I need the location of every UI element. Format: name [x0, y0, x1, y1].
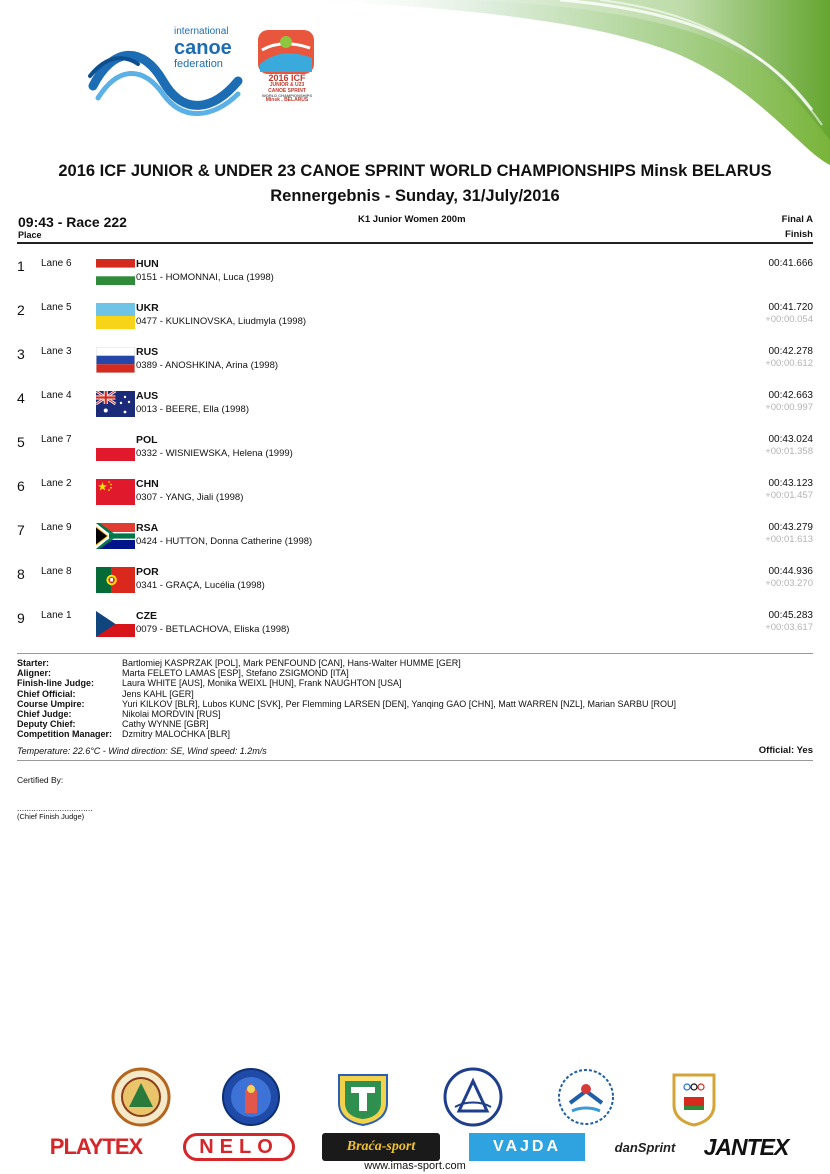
- result-row: [0, 426, 830, 470]
- sponsor-braca-sport: [322, 1133, 440, 1161]
- lane-label: Lane 1: [41, 610, 72, 621]
- event-logo-line-5: Minsk , BELARUS: [265, 97, 309, 104]
- header-divider: [17, 242, 813, 244]
- icf-line-1: international: [174, 26, 229, 37]
- rus-flag-icon: [96, 347, 135, 373]
- pol-flag-icon: [96, 435, 135, 461]
- race-event-name: K1 Junior Women 200m: [358, 214, 466, 225]
- athlete-name: 0341 - GRAÇA, Lucélia (1998): [136, 580, 265, 591]
- aus-flag-icon: [96, 391, 135, 417]
- official-row: [17, 709, 676, 719]
- officials-list: [17, 658, 676, 740]
- lane-label: Lane 2: [41, 478, 72, 489]
- sponsor-jantex: [700, 1133, 792, 1161]
- place-number: 9: [17, 610, 25, 626]
- country-code: UKR: [136, 302, 159, 314]
- weather-info: Temperature: 22.6°C - Wind direction: SE, Wind speed: 1.2m/s: [17, 746, 267, 756]
- country-code: HUN: [136, 258, 159, 270]
- finish-time: 00:41.666: [768, 258, 813, 269]
- official-row: [17, 729, 676, 739]
- hun-flag-icon: [96, 259, 135, 285]
- official-row: [17, 689, 676, 699]
- federation-seal-3-icon: [333, 1067, 393, 1127]
- result-row: [0, 338, 830, 382]
- time-difference: +00:03.617: [765, 622, 813, 633]
- country-code: CHN: [136, 478, 159, 490]
- time-difference: +00:01.457: [765, 490, 813, 501]
- country-code: POL: [136, 434, 158, 446]
- athlete-name: 0424 - HUTTON, Donna Catherine (1998): [136, 536, 313, 547]
- result-row: [0, 250, 830, 294]
- official-role: Chief Official:: [17, 688, 76, 699]
- lane-label: Lane 7: [41, 434, 72, 445]
- sponsor-playtex-label: PLAYTEX: [49, 1134, 143, 1159]
- place-number: 4: [17, 390, 25, 406]
- sponsor-playtex: [37, 1133, 155, 1161]
- event-logo-line-2: JUNIOR & U23: [269, 82, 305, 89]
- athlete-name: 0307 - YANG, Jiali (1998): [136, 492, 244, 503]
- country-code: RUS: [136, 346, 159, 358]
- official-role: Starter:: [17, 658, 50, 668]
- website-link[interactable]: www.imas-sport.com: [364, 1160, 466, 1172]
- official-role: Finish-line Judge:: [17, 678, 95, 689]
- sponsor-braca-sport-label: Braća-sport: [346, 1139, 416, 1154]
- signature-role: (Chief Finish Judge): [17, 812, 85, 821]
- sponsor-dansprint-label: danSprint: [614, 1139, 676, 1155]
- event-logo-line-3: CANOE SPRINT: [268, 87, 306, 94]
- chn-flag-icon: [96, 479, 135, 505]
- document-title: 2016 ICF JUNIOR & UNDER 23 CANOE SPRINT WORLD CHAMPIONSHIPS Minsk BELARUS: [58, 162, 772, 180]
- footer-divider: [17, 760, 813, 761]
- result-row: [0, 558, 830, 602]
- official-row: [17, 678, 676, 688]
- finish-time: 00:41.720: [768, 302, 813, 313]
- finish-time: 00:43.279: [768, 522, 813, 533]
- sponsor-vajda: [469, 1133, 585, 1161]
- place-column-header: Place: [18, 230, 42, 240]
- place-number: 7: [17, 522, 25, 538]
- official-role: Course Umpire:: [17, 698, 85, 709]
- event-logo-line-4: WORLD CHAMPIONSHIPS: [262, 92, 312, 98]
- ukr-flag-icon: [96, 303, 135, 329]
- official-names: Dzmitry MALOCHKA [BLR]: [122, 729, 231, 740]
- athlete-name: 0332 - WISNIEWSKA, Helena (1999): [136, 448, 293, 459]
- federation-seal-1-icon: [111, 1067, 171, 1127]
- official-names: Jens KAHL [GER]: [122, 688, 194, 699]
- time-difference: +00:00.054: [765, 314, 813, 325]
- finish-column-header: Finish: [785, 229, 813, 240]
- federation-seal-4-icon: [443, 1067, 503, 1127]
- lane-label: Lane 8: [41, 566, 72, 577]
- place-number: 3: [17, 346, 25, 362]
- lane-label: Lane 4: [41, 390, 72, 401]
- place-number: 6: [17, 478, 25, 494]
- official-row: [17, 719, 676, 729]
- finish-time: 00:45.283: [768, 610, 813, 621]
- time-difference: +00:03.270: [765, 578, 813, 589]
- sponsor-nelo: [183, 1133, 295, 1161]
- sponsor-jantex-label: JANTEX: [703, 1133, 789, 1160]
- time-difference: +00:01.613: [765, 534, 813, 545]
- sponsor-nelo-label: NELO: [199, 1135, 279, 1158]
- place-number: 2: [17, 302, 25, 318]
- federation-seal-6-icon: [664, 1067, 724, 1127]
- official-names: Marta FELETO LAMAS [ESP], Stefano ZSIGMOND [ITA]: [122, 668, 349, 679]
- lane-label: Lane 3: [41, 346, 72, 357]
- official-names: Yuri KILKOV [BLR], Lubos KUNC [SVK], Per Flemming LARSEN [DEN], Yanqing GAO [CHN], Matt WARREN [NZL], Marian SARBU [ROU]: [122, 698, 676, 709]
- results-divider: [17, 653, 813, 654]
- federation-seal-5-icon: [556, 1067, 616, 1127]
- finish-time: 00:43.123: [768, 478, 813, 489]
- official-role: Competition Manager:: [17, 729, 113, 740]
- championship-logo-text: [258, 74, 316, 103]
- lane-label: Lane 9: [41, 522, 72, 533]
- lane-label: Lane 5: [41, 302, 72, 313]
- time-difference: +00:00.997: [765, 402, 813, 413]
- federation-seal-2-icon: [221, 1067, 281, 1127]
- athlete-name: 0389 - ANOSHKINA, Arina (1998): [136, 360, 279, 371]
- icf-wordmark: [174, 27, 232, 70]
- official-names: Bartlomiej KASPRZAK [POL], Mark PENFOUND [CAN], Hans-Walter HUMME [GER]: [122, 658, 461, 668]
- athlete-name: 0079 - BETLACHOVA, Eliska (1998): [136, 624, 290, 635]
- official-names: Cathy WYNNE [GBR]: [122, 719, 209, 730]
- page-header: [0, 0, 830, 160]
- finish-time: 00:44.936: [768, 566, 813, 577]
- race-time-label: 09:43 - Race 222: [18, 214, 127, 230]
- country-code: POR: [136, 566, 159, 578]
- official-row: [17, 658, 676, 668]
- athlete-name: 0151 - HOMONNAI, Luca (1998): [136, 272, 274, 283]
- certified-by-label: Certified By:: [17, 775, 64, 785]
- finish-time: 00:42.663: [768, 390, 813, 401]
- icf-line-3: federation: [174, 58, 223, 70]
- athlete-name: 0013 - BEERE, Ella (1998): [136, 404, 250, 415]
- sponsor-vajda-label: VAJDA: [492, 1138, 562, 1155]
- por-flag-icon: [96, 567, 135, 593]
- official-role: Aligner:: [17, 668, 52, 679]
- time-difference: +00:01.358: [765, 446, 813, 457]
- finish-time: 00:42.278: [768, 346, 813, 357]
- official-status: Official: Yes: [758, 745, 813, 756]
- race-phase: Final A: [781, 214, 813, 225]
- official-row: [17, 668, 676, 678]
- country-code: CZE: [136, 610, 157, 622]
- cze-flag-icon: [96, 611, 135, 637]
- finish-time: 00:43.024: [768, 434, 813, 445]
- lane-label: Lane 6: [41, 258, 72, 269]
- place-number: 8: [17, 566, 25, 582]
- place-number: 1: [17, 258, 25, 274]
- sponsor-dansprint: [610, 1133, 680, 1161]
- official-role: Deputy Chief:: [17, 719, 76, 730]
- document-subtitle: Rennergebnis - Sunday, 31/July/2016: [270, 187, 560, 205]
- country-code: AUS: [136, 390, 159, 402]
- official-row: [17, 699, 676, 709]
- result-row: [0, 294, 830, 338]
- result-row: [0, 514, 830, 558]
- country-code: RSA: [136, 522, 159, 534]
- official-role: Chief Judge:: [17, 709, 72, 720]
- rsa-flag-icon: [96, 523, 135, 549]
- result-row: [0, 382, 830, 426]
- official-names: Laura WHITE [AUS], Monika WEIXL [HUN], Frank NAUGHTON [USA]: [122, 678, 402, 689]
- event-logo-line-1: 2016 ICF: [268, 73, 306, 83]
- result-row: [0, 470, 830, 514]
- athlete-name: 0477 - KUKLINOVSKA, Liudmyla (1998): [136, 316, 307, 327]
- icf-line-2: canoe: [174, 37, 232, 59]
- result-row: [0, 602, 830, 646]
- time-difference: +00:00.612: [765, 358, 813, 369]
- place-number: 5: [17, 434, 25, 450]
- signature-line: ................................: [17, 803, 93, 813]
- official-names: Nikolai MORDVIN [RUS]: [122, 709, 221, 720]
